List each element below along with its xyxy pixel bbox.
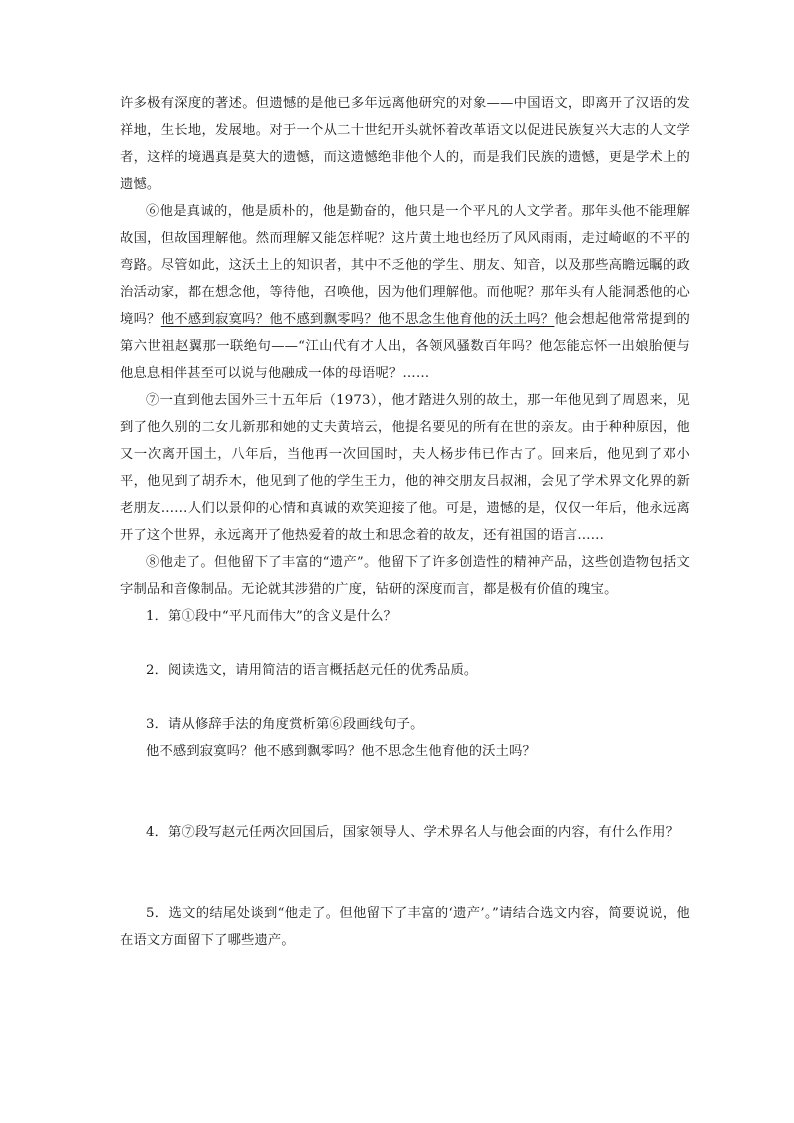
question-3-quote: 他不感到寂寞吗？他不感到飘零吗？他不思念生他育他的沃土吗？ (146, 744, 536, 759)
question-5: 5．选文的结尾处谈到“他走了。但他留下了丰富的‘遗产’。”请结合选文内容，简要说说，他在语文方面留下了哪些遗产。 (120, 906, 690, 948)
passage-paragraph-8 (120, 549, 690, 603)
paragraph-text: ⑥他是真诚的，他是质朴的，他是勤奋的，他只是一个平凡的人文学者。那年头他不能理解故国，但故国理解他。然而理解又能怎样呢？这片黄土地也经历了风风雨雨，走过崎岖的不平的弯路。尽管如此，这沃土上的知识者，其中不乏他的学生、朋友、知音，以及那些高瞻远瞩的政治活动家，都在想念他，等待他，召唤他，因为他们理解他。而他呢？那年头有人能洞悉他的心境吗？ (120, 204, 690, 327)
answer-space (120, 630, 690, 657)
paragraph-text: 许多极有深度的著述。但遗憾的是他已多年远离他研究的对象——中国语文，即离开了汉语的发祥地，生长地，发展地。对于一个从二十世纪开头就怀着改革语文以促进民族复兴大志的人文学者，这样的境遇真是莫大的遗憾，而这遗憾绝非他个人的，而是我们民族的遗憾，更是学术上的遗憾。 (120, 96, 690, 192)
passage-paragraph-intro (120, 90, 690, 198)
answer-space (120, 846, 690, 900)
document-page (120, 90, 690, 954)
paragraph-text: ⑧他走了。但他留下了丰富的“遗产”。他留下了许多创造性的精神产品，这些创造物包括文字制品和音像制品。无论就其涉猎的广度，钻研的深度而言，都是极有价值的瑰宝。 (120, 555, 690, 597)
passage-paragraph-7 (120, 387, 690, 549)
paragraph-text: ⑦一直到他去国外三十五年后（1973），他才踏进久别的故土，那一年他见到了周恩来，见到了他久别的二女儿新那和她的丈夫黄培云，他提名要见的所有在世的亲友。由于种种原因，他又一次离开国土，八年后，当他再一次回国时，夫人杨步伟已作古了。回来后，他见到了邓小平，他见到了胡乔木，他见到了他的学生王力，他的神交朋友吕叔湘，会见了学术界文化界的新老朋友……人们以景仰的心情和真诚的欢笑迎接了他。可是，遗憾的是，仅仅一年后，他永远离开了这个世界，永远离开了他热爱着的故土和思念着的故友，还有祖国的语言…… (120, 393, 690, 543)
paragraph-text: 他会想起他常常提到的第六世祖赵翼那一联绝句——“江山代有才人出，各领风骚数百年吗？他怎能忘怀一出娘胎便与他息息相伴甚至可以说与他融成一体的母语呢？…… (120, 312, 691, 381)
answer-space (120, 765, 690, 819)
question-2: 2．阅读选文，请用简洁的语言概括赵元任的优秀品质。 (146, 663, 478, 678)
passage-paragraph-6 (120, 198, 690, 387)
question-4: 4．第⑦段写赵元任两次回国后，国家领导人、学术界名人与他会面的内容，有什么作用？ (146, 825, 680, 840)
answer-space (120, 684, 690, 711)
question-1: 1．第①段中“平凡而伟大”的含义是什么？ (146, 609, 398, 624)
underlined-sentence: 他不感到寂寞吗？他不感到飘零吗？他不思念生他育他的沃土吗？ (160, 312, 555, 327)
question-3: 3．请从修辞手法的角度赏析第⑥段画线句子。 (146, 717, 424, 732)
